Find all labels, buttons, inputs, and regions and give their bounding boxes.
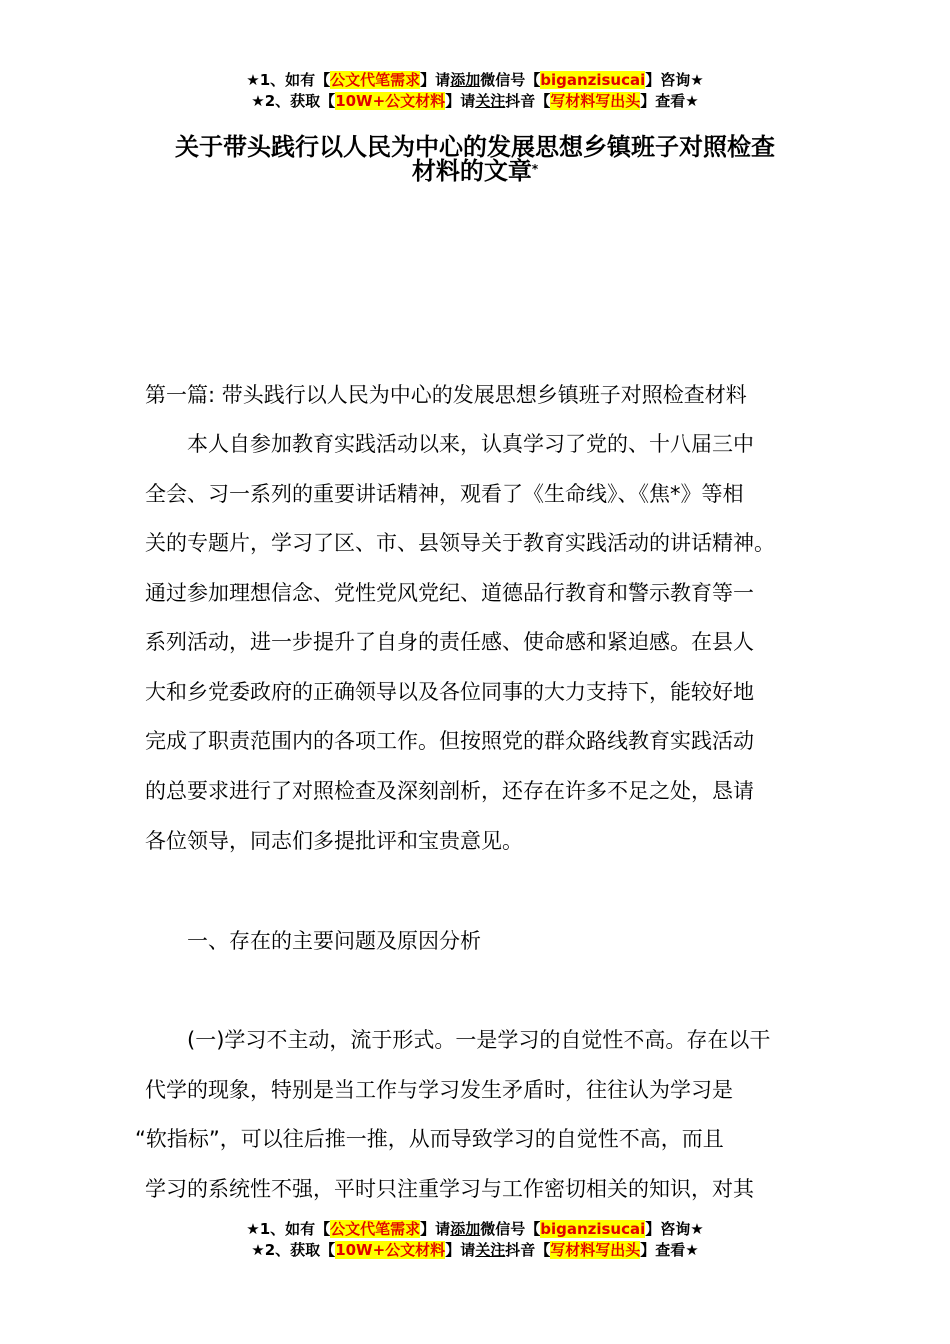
paragraph-line: 通过参加理想信念、党性党风党纪、道德品行教育和警示教育等一	[145, 581, 754, 605]
promo-highlight: 公文代笔需求	[330, 1220, 421, 1238]
promo-text: 】查看★	[640, 1241, 699, 1259]
promo-underlined: 关注	[475, 1241, 506, 1259]
paragraph-line: (一)学习不主动，流于形式。一是学习的自觉性不高。存在以干	[187, 1028, 771, 1052]
promo-line-1	[0, 70, 950, 91]
promo-text: 】请	[445, 92, 476, 110]
promo-line-2	[0, 1240, 950, 1261]
section-heading: 第一篇: 带头践行以人民为中心的发展思想乡镇班子对照检查材料	[145, 383, 747, 407]
promo-text: 】咨询★	[645, 71, 704, 89]
promo-wechat-id: biganzisucai	[540, 71, 646, 89]
promo-highlight: 公文代笔需求	[330, 71, 421, 89]
paragraph-line: 各位领导，同志们多提批评和宝贵意见。	[145, 829, 523, 853]
promo-text: 微信号【	[480, 71, 541, 89]
promo-line-2	[0, 91, 950, 112]
promo-douyin-id: 写材料写出头	[550, 92, 641, 110]
paragraph-line: 本人自参加教育实践活动以来，认真学习了党的、十八届三中	[187, 432, 754, 456]
promo-text: 】请	[445, 1241, 476, 1259]
promo-highlight: 10W+公文材料	[335, 92, 446, 110]
promo-underlined: 添加	[450, 71, 481, 89]
promo-text: ★1、如有【	[246, 71, 331, 89]
promo-text: 】咨询★	[645, 1220, 704, 1238]
document-title-text: 材料的文章	[411, 157, 532, 185]
promo-text: ★2、获取【	[251, 1241, 336, 1259]
paragraph-line: 代学的现象，特别是当工作与学习发生矛盾时，往往认为学习是	[145, 1078, 733, 1102]
promo-text: ★2、获取【	[251, 92, 336, 110]
paragraph-line: 关的专题片，学习了区、市、县领导关于教育实践活动的讲话精神。	[145, 531, 775, 555]
subheading: 一、存在的主要问题及原因分析	[187, 929, 481, 953]
promo-underlined: 添加	[450, 1220, 481, 1238]
promo-text: 微信号【	[480, 1220, 541, 1238]
promo-header	[0, 70, 950, 112]
promo-underlined: 关注	[475, 92, 506, 110]
promo-line-1	[0, 1219, 950, 1240]
promo-highlight: 10W+公文材料	[335, 1241, 446, 1259]
paragraph-line: 系列活动，进一步提升了自身的责任感、使命感和紧迫感。在县人	[145, 630, 754, 654]
promo-text: 】请	[420, 71, 451, 89]
promo-text: 抖音【	[505, 92, 551, 110]
document-title-line-1: 关于带头践行以人民为中心的发展思想乡镇班子对照检查	[175, 133, 775, 161]
title-mark: *	[531, 162, 539, 176]
promo-wechat-id: biganzisucai	[540, 1220, 646, 1238]
promo-text: 抖音【	[505, 1241, 551, 1259]
promo-douyin-id: 写材料写出头	[550, 1241, 641, 1259]
document-title-line-2	[0, 152, 950, 186]
promo-text: 】请	[420, 1220, 451, 1238]
promo-footer	[0, 1219, 950, 1261]
promo-text: ★1、如有【	[246, 1220, 331, 1238]
paragraph-line: 全会、习一系列的重要讲话精神，观看了《生命线》、《焦*》等相	[145, 482, 744, 506]
paragraph-line: 的总要求进行了对照检查及深刻剖析，还存在许多不足之处，恳请	[145, 779, 754, 803]
promo-text: 】查看★	[640, 92, 699, 110]
paragraph-line: “软指标”，可以往后推一推，从而导致学习的自觉性不高，而且	[135, 1127, 724, 1151]
paragraph-line: 学习的系统性不强，平时只注重学习与工作密切相关的知识，对其	[145, 1177, 754, 1201]
paragraph-line: 完成了职责范围内的各项工作。但按照党的群众路线教育实践活动	[145, 729, 754, 753]
paragraph-line: 大和乡党委政府的正确领导以及各位同事的大力支持下，能较好地	[145, 680, 754, 704]
